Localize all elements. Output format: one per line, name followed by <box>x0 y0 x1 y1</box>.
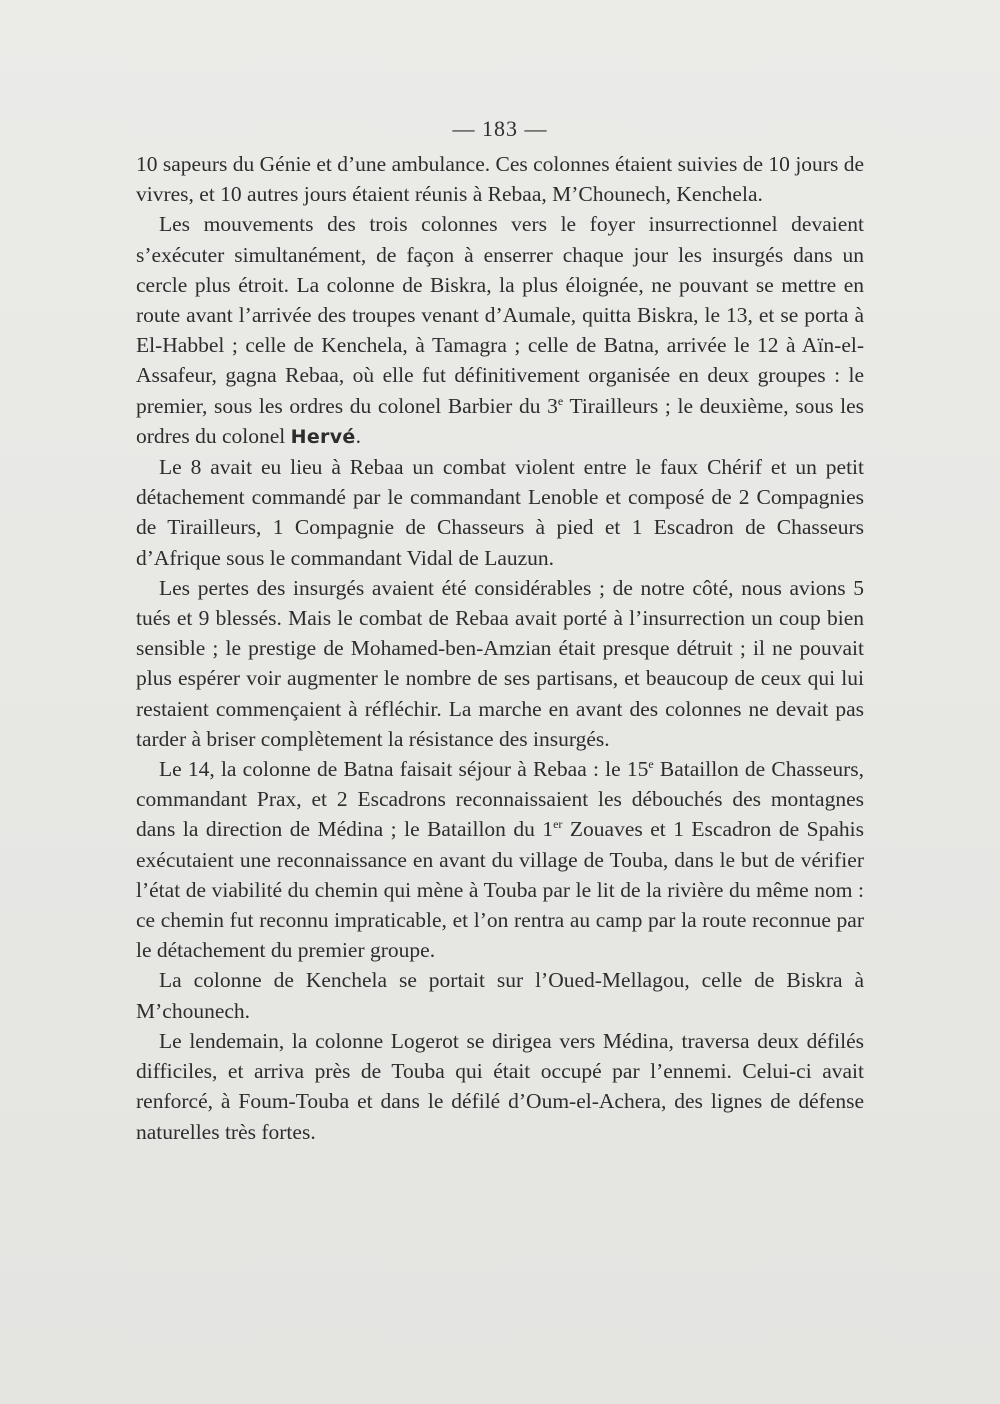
body-text <box>136 149 864 1147</box>
paragraph <box>136 1026 864 1147</box>
paragraph <box>136 754 864 965</box>
text-run: Les pertes des insurgés avaient été considérables ; de notre côté, nous avions 5 tués et 9 blessés. Mais le combat de Rebaa avait porté à l’insurrection un coup bien sensible ; le prestige de Mohamed-ben-Amzian était presque détruit ; il ne pouvait plus espérer voir augmenter le nombre de ses partisans, et beaucoup de ceux qui lui restaient commençaient à réfléchir. La marche en avant des colonnes ne devait pas tarder à briser complètement la résistance des insurgés. <box>136 575 864 751</box>
text-run: Zouaves et 1 Escadron de Spahis exécutaient une reconnaissance en avant du village de Touba, dans le but de vérifier l’état de viabilité du chemin qui mène à Touba par le lit de la rivière du même nom : ce chemin fut reconnu impraticable, et l’on rentra au camp par la route reconnue par le détachement du premier groupe. <box>136 817 864 963</box>
text-run: Bataillon de Chasseurs, commandant Prax, et 2 Escadrons reconnaissaient les débouchés des montagnes dans la direction de Médina ; le Bataillon du 1 <box>136 757 864 842</box>
text-run: . <box>355 423 361 448</box>
text-run: La colonne de Kenchela se portait sur l’Oued-Mellagou, celle de Biskra à M’chounech. <box>136 968 864 1023</box>
text-run: Tirailleurs ; le deuxième, sous les ordres du colonel <box>136 393 864 448</box>
page-number: — 183 — <box>452 116 548 141</box>
superscript: er <box>553 817 563 832</box>
paragraph <box>136 209 864 452</box>
paragraph <box>136 452 864 573</box>
text-run: 10 sapeurs du Génie et d’une ambulance. Ces colonnes étaient suivies de 10 jours de vivres, et 10 autres jours étaient réunis à Rebaa, M’Chounech, Kenchela. <box>136 152 864 207</box>
superscript: e <box>648 757 654 772</box>
text-run: Les mouvements des trois colonnes vers le foyer insurrectionnel devaient s’exécuter simultanément, de façon à enserrer chaque jour les insurgés dans un cercle plus étroit. La colonne de Biskra, la plus éloignée, ne pouvant se mettre en route avant l’arrivée des troupes venant d’Aumale, quitta Biskra, le 13, et se porta à El-Habbel ; celle de Kenchela, à Tamagra ; celle de Batna, arrivée le 12 à Aïn-el-Assafeur, gagna Rebaa, où elle fut définitivement organisée en deux groupes : le premier, sous les ordres du colonel Barbier du 3 <box>136 212 864 418</box>
text-run: Le 14, la colonne de Batna faisait séjour à Rebaa : le 15 <box>159 757 649 782</box>
paragraph <box>136 149 864 209</box>
paragraph <box>136 965 864 1025</box>
text-run: Le 8 avait eu lieu à Rebaa un combat violent entre le faux Chérif et un petit détachement commandé par le commandant Lenoble et composé de 2 Compagnies de Tirailleurs, 1 Compagnie de Chasseurs à pied et 1 Escadron de Chasseurs d’Afrique sous le commandant Vidal de Lauzun. <box>136 455 864 570</box>
paragraph <box>136 573 864 754</box>
text-run: Le lendemain, la colonne Logerot se dirigea vers Médina, traversa deux défilés difficiles, et arriva près de Touba qui était occupé par l’ennemi. Celui-ci avait renforcé, à Foum-Touba et dans le défilé d’Oum-el-Achera, des lignes de défense naturelles très fortes. <box>136 1028 864 1144</box>
bold-name: Hervé <box>290 425 356 448</box>
superscript: e <box>557 393 564 408</box>
